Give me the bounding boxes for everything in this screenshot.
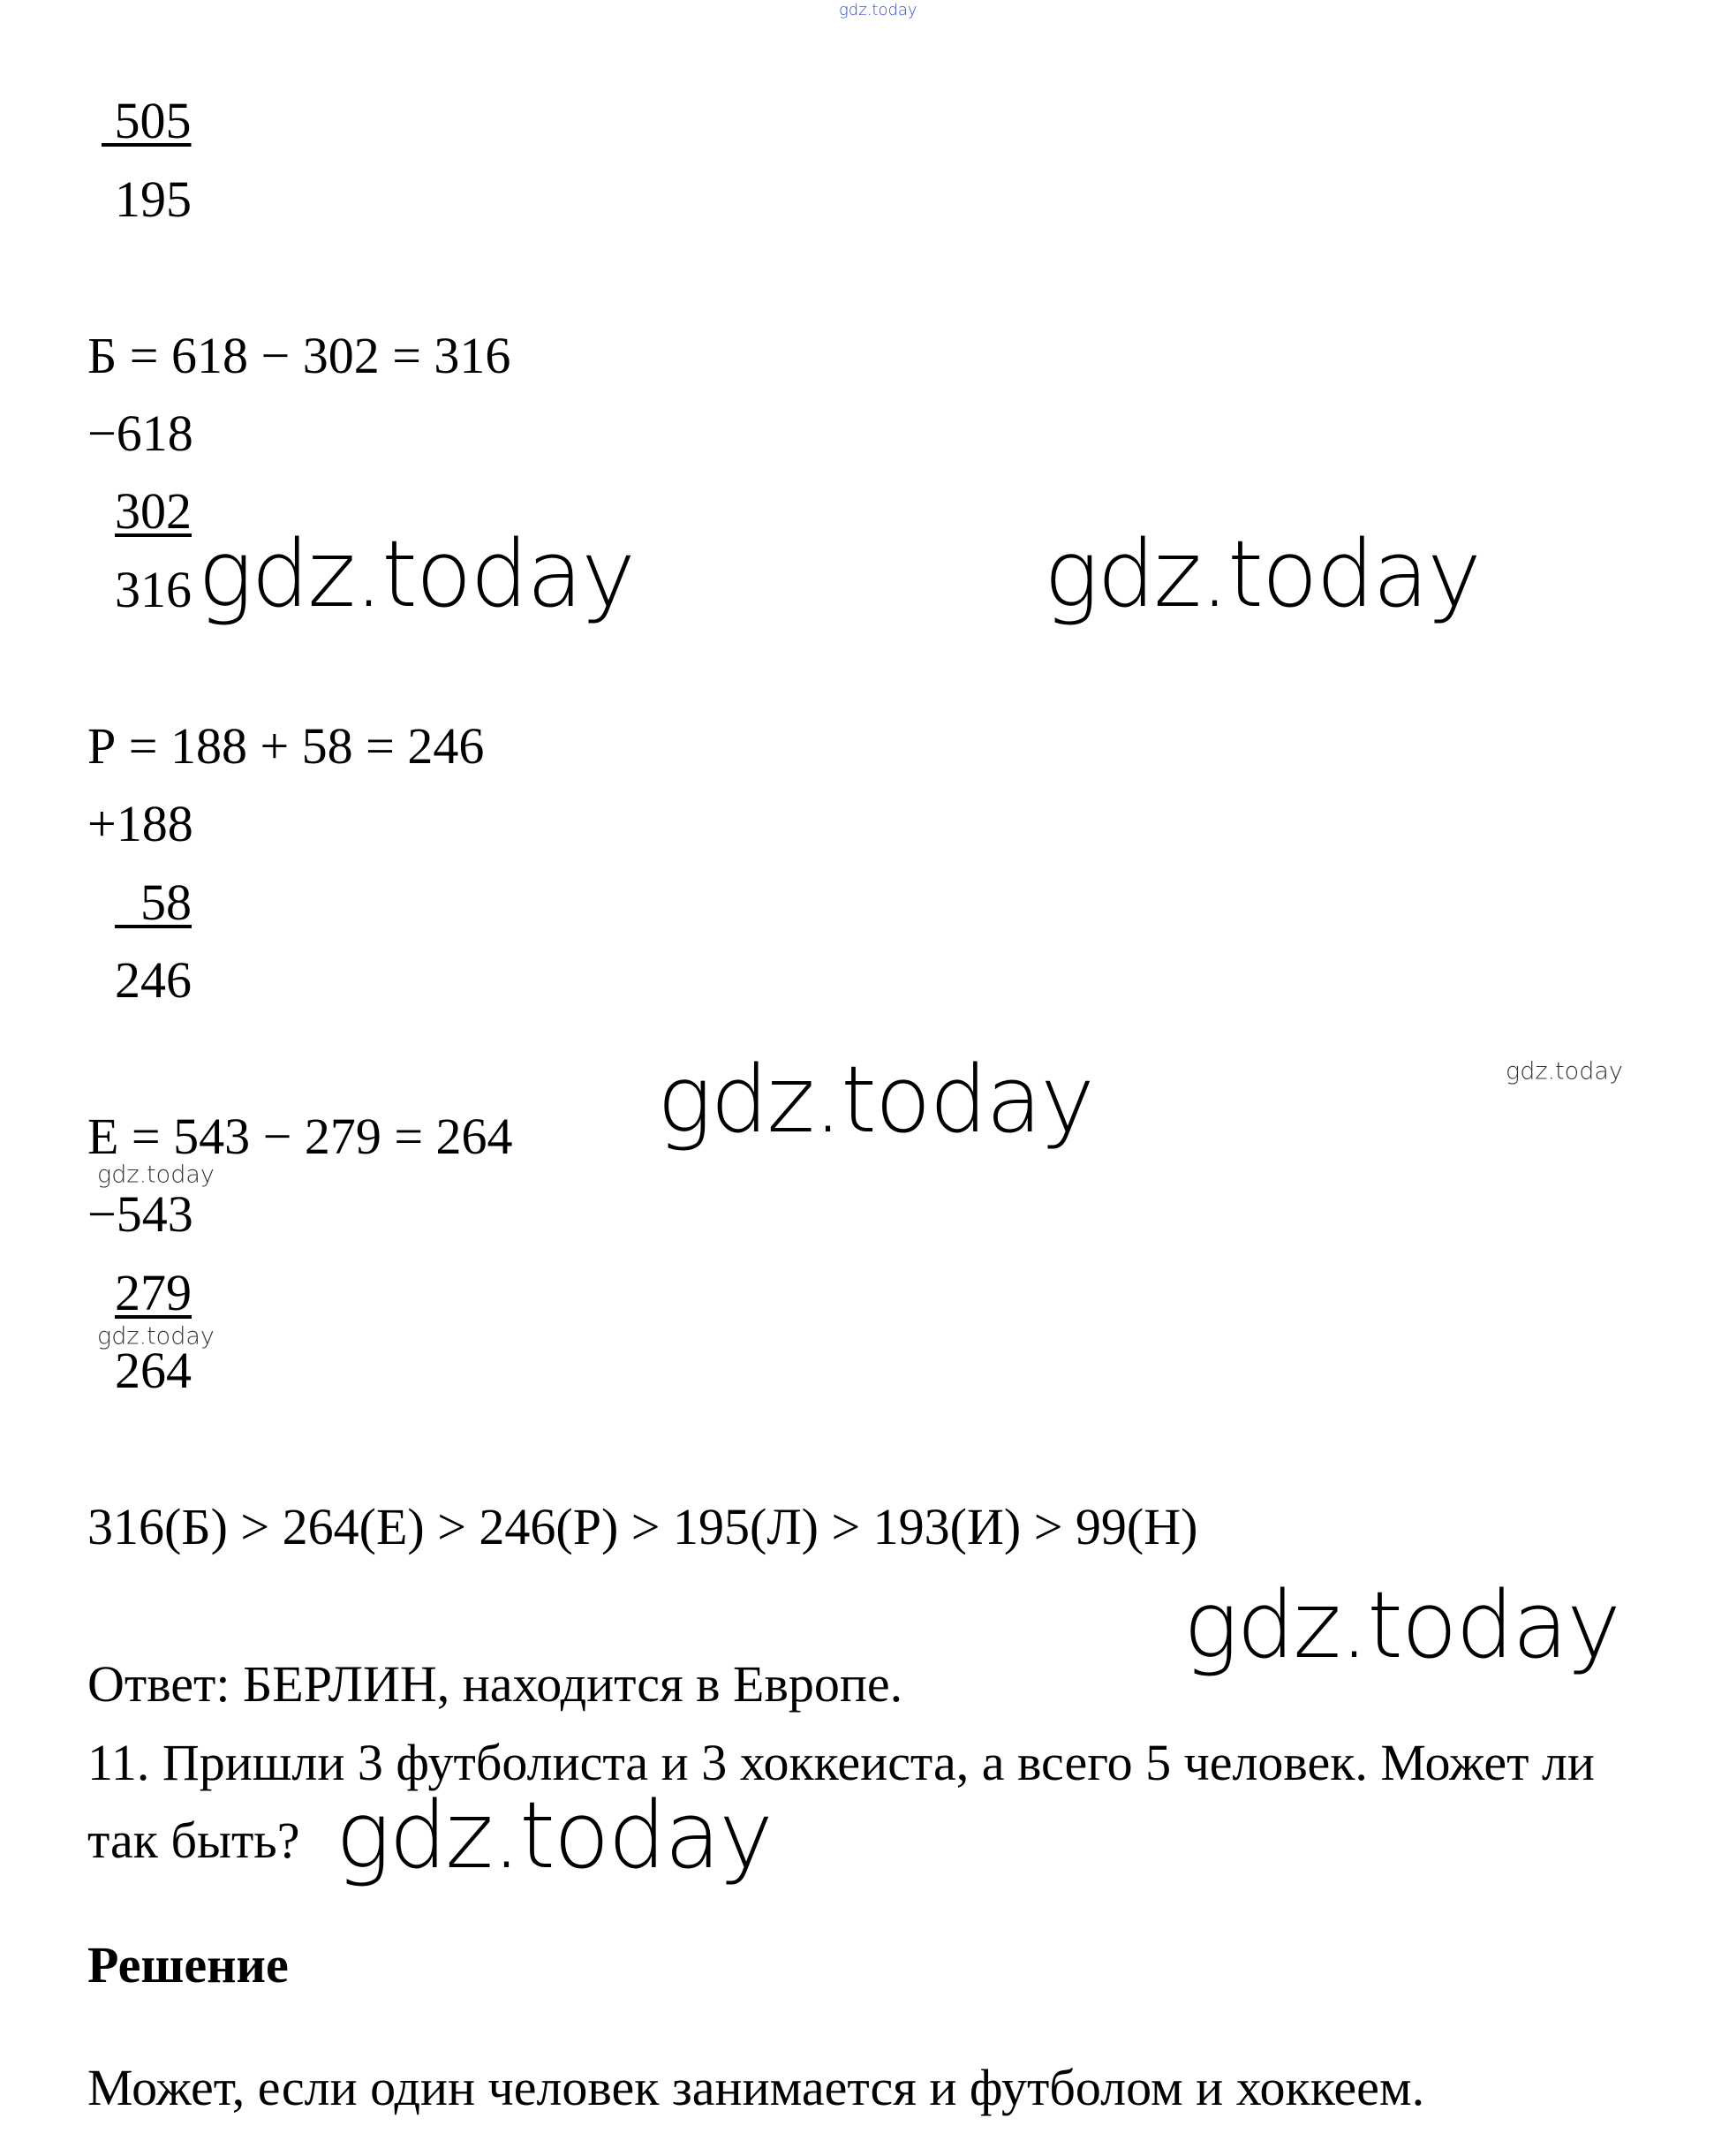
task-11-line1: 11. Пришли 3 футболиста и 3 хоккеиста, а всего 5 человек. Может ли xyxy=(87,1734,1595,1791)
column-e-result: 264 xyxy=(115,1342,192,1399)
column-e-subtrahend: 279 xyxy=(115,1264,192,1321)
result-195: 195 xyxy=(115,170,192,228)
solution-heading: Решение xyxy=(87,1936,289,1993)
column-r-addend1: +188 xyxy=(87,795,193,852)
watermark-top: gdz.today xyxy=(839,1,917,19)
column-b-minuend: −618 xyxy=(87,405,193,462)
equation-e: Е = 543 − 279 = 264 xyxy=(87,1108,513,1165)
column-r-result: 246 xyxy=(115,951,192,1009)
column-e-minuend: −543 xyxy=(87,1185,193,1243)
equation-b: Б = 618 − 302 = 316 xyxy=(87,327,511,384)
subtrahend-505: 505 xyxy=(102,92,192,149)
task-11-line2: так быть? xyxy=(87,1812,300,1869)
watermark-small: gdz.today xyxy=(1506,1057,1623,1086)
watermark: gdz.today xyxy=(1183,1571,1620,1679)
watermark-small: gdz.today xyxy=(97,1161,215,1189)
equation-r: Р = 188 + 58 = 246 xyxy=(87,717,485,775)
column-b-result: 316 xyxy=(115,561,192,618)
answer: Ответ: БЕРЛИН, находится в Европе. xyxy=(87,1655,903,1713)
watermark: gdz.today xyxy=(336,1782,772,1889)
solution-text: Может, если один человек занимается и футболом и хоккеем. xyxy=(87,2059,1425,2116)
watermark: gdz.today xyxy=(657,1046,1093,1154)
watermark: gdz.today xyxy=(1044,520,1480,628)
column-r-addend2: 58 xyxy=(115,874,192,931)
column-b-subtrahend: 302 xyxy=(115,482,192,540)
watermark-small: gdz.today xyxy=(97,1322,215,1350)
ordering: 316(Б) > 264(Е) > 246(Р) > 195(Л) > 193(И) > 99(Н) xyxy=(87,1498,1198,1555)
watermark: gdz.today xyxy=(198,520,634,628)
